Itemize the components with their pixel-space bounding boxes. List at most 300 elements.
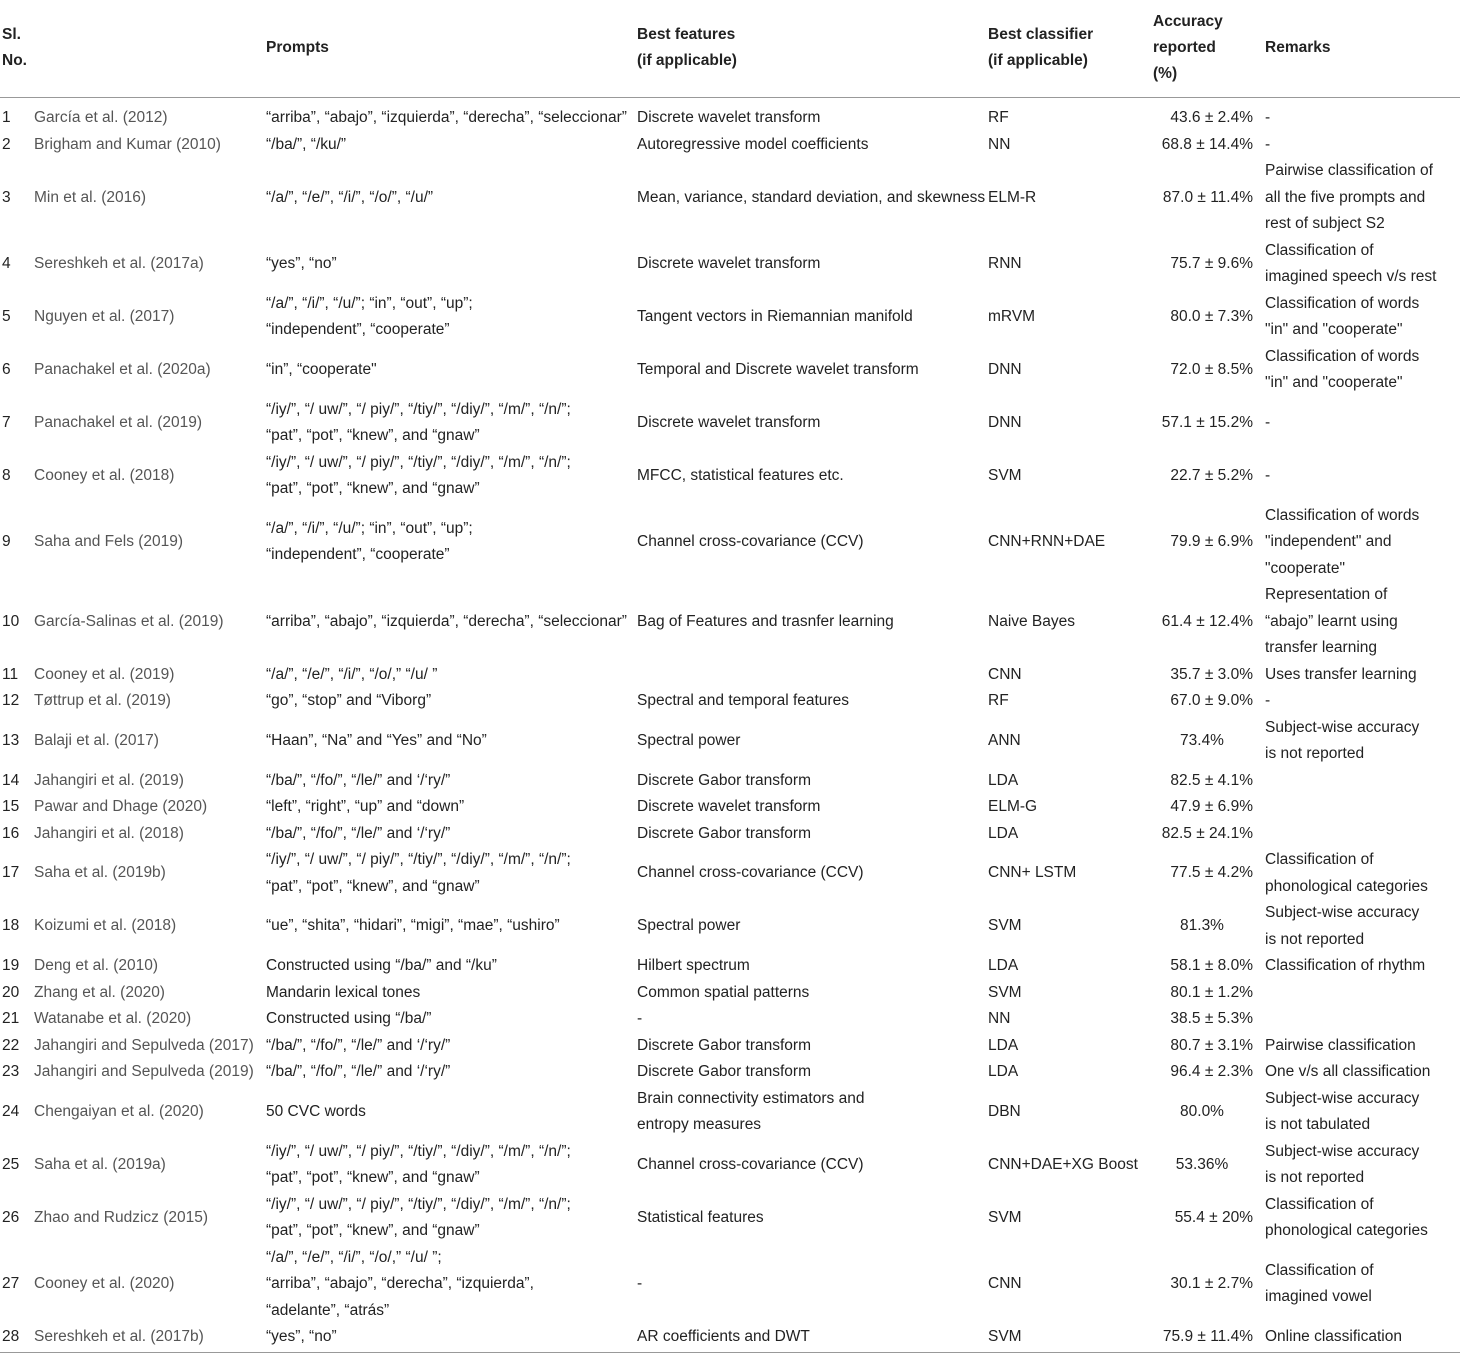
prompts-cell xyxy=(264,900,635,953)
features-cell-line: Discrete Gabor transform xyxy=(637,771,811,789)
header-ref xyxy=(32,0,264,97)
classifier-cell: SVM xyxy=(988,917,1022,935)
prompts-cell xyxy=(264,503,635,583)
row-number: 20 xyxy=(2,983,20,1001)
reference-cell: García-Salinas et al. (2019) xyxy=(34,612,224,630)
prompts-cell xyxy=(264,1059,635,1086)
reference-cell: Jahangiri et al. (2019) xyxy=(34,771,184,789)
table-row xyxy=(0,768,1460,795)
table-row xyxy=(0,662,1460,689)
prompts-cell-line: “left”, “right”, “up” and “down” xyxy=(266,798,465,815)
prompts-cell xyxy=(264,1139,635,1192)
row-number: 1 xyxy=(2,109,11,126)
row-number: 13 xyxy=(2,731,20,749)
table-row xyxy=(0,794,1460,821)
remarks-cell-line: Classification of words xyxy=(1265,347,1420,365)
table-row xyxy=(0,1033,1460,1060)
table-row xyxy=(0,821,1460,848)
reference-cell: Watanabe et al. (2020) xyxy=(34,1010,192,1027)
prompts-cell-line: Mandarin lexical tones xyxy=(266,983,421,1001)
features-cell xyxy=(635,794,986,821)
classifier-cell: mRVM xyxy=(988,307,1036,325)
remarks-cell xyxy=(1263,1006,1460,1033)
features-cell-line: entropy measures xyxy=(637,1116,762,1133)
prompts-cell xyxy=(264,105,635,132)
accuracy-cell: 58.1 ± 8.0% xyxy=(1170,957,1253,974)
classifier-cell: ANN xyxy=(988,731,1021,749)
remarks-cell-line: - xyxy=(1265,135,1271,153)
prompts-cell xyxy=(264,1324,635,1352)
features-cell-line: Temporal and Discrete wavelet transform xyxy=(637,360,919,378)
features-cell-line: Discrete Gabor transform xyxy=(637,1063,811,1080)
remarks-cell-line: Classification of xyxy=(1265,1261,1374,1279)
features-cell xyxy=(635,847,986,900)
remarks-cell xyxy=(1263,450,1460,503)
remarks-cell xyxy=(1263,105,1460,132)
features-cell xyxy=(635,821,986,848)
prompts-cell xyxy=(264,980,635,1007)
reference-cell: Panachakel et al. (2020a) xyxy=(34,360,211,378)
accuracy-cell: 80.1 ± 1.2% xyxy=(1170,983,1253,1001)
features-cell-line: Bag of Features and trasnfer learning xyxy=(637,612,894,630)
prompts-cell xyxy=(264,953,635,980)
accuracy-cell: 79.9 ± 6.9% xyxy=(1170,533,1253,550)
remarks-cell-line: imagined speech v/s rest xyxy=(1265,268,1437,285)
remarks-cell-line: phonological categories xyxy=(1265,1222,1428,1239)
table-row xyxy=(0,1006,1460,1033)
row-number: 11 xyxy=(2,665,19,683)
classifier-cell: SVM xyxy=(988,1208,1022,1226)
classifier-cell: SVM xyxy=(988,983,1022,1001)
prompts-cell-line: “ue”, “shita”, “hidari”, “migi”, “mae”, “ushiro” xyxy=(266,917,560,935)
prompts-cell xyxy=(264,1086,635,1139)
reference-cell: Sereshkeh et al. (2017a) xyxy=(34,254,204,272)
table-row xyxy=(0,1324,1460,1352)
accuracy-cell: 67.0 ± 9.0% xyxy=(1170,692,1253,709)
header-classifier: Best classifier (if applicable) xyxy=(986,0,1141,97)
table-spacer xyxy=(0,97,1460,105)
reference-cell: García et al. (2012) xyxy=(34,109,168,126)
remarks-cell-line: - xyxy=(1265,109,1271,126)
remarks-cell-line: transfer learning xyxy=(1265,639,1378,656)
prompts-cell-line: “/ba/”, “/fo/”, “/le/” and ‘/‘ry/” xyxy=(266,1036,451,1054)
reference-cell: Cooney et al. (2018) xyxy=(34,466,175,484)
features-cell xyxy=(635,1324,986,1352)
remarks-cell xyxy=(1263,768,1460,795)
features-cell-line: Tangent vectors in Riemannian manifold xyxy=(637,307,913,325)
features-cell xyxy=(635,105,986,132)
remarks-cell-line: all the five prompts and xyxy=(1265,188,1426,206)
remarks-cell xyxy=(1263,1059,1460,1086)
reference-cell: Jahangiri and Sepulveda (2017) xyxy=(34,1036,254,1054)
features-cell-line: Brain connectivity estimators and xyxy=(637,1089,865,1107)
classifier-cell: LDA xyxy=(988,1036,1019,1054)
features-cell-line: Discrete wavelet transform xyxy=(637,254,821,272)
prompts-cell xyxy=(264,1033,635,1060)
remarks-cell-line: rest of subject S2 xyxy=(1265,215,1385,232)
prompts-cell xyxy=(264,821,635,848)
prompts-cell-line: Constructed using “/ba/” xyxy=(266,1010,432,1027)
classifier-cell: SVM xyxy=(988,466,1022,484)
reference-cell: Cooney et al. (2019) xyxy=(34,665,175,683)
table-row xyxy=(0,158,1460,238)
accuracy-cell: 68.8 ± 14.4% xyxy=(1161,135,1253,153)
features-cell xyxy=(635,503,986,583)
prompts-cell xyxy=(264,158,635,238)
row-number: 3 xyxy=(2,188,11,206)
remarks-cell xyxy=(1263,238,1460,291)
header-row xyxy=(0,0,1460,97)
prompts-cell-line: “/a/”, “/i/”, “/u/”; “in”, “out”, “up”; xyxy=(266,294,473,312)
header-no: Sl. No. xyxy=(0,0,32,97)
row-number: 23 xyxy=(2,1063,20,1080)
accuracy-cell: 55.4 ± 20% xyxy=(1174,1208,1253,1226)
row-number: 16 xyxy=(2,824,20,842)
accuracy-cell: 53.36% xyxy=(1175,1155,1229,1173)
accuracy-cell: 22.7 ± 5.2% xyxy=(1170,466,1253,484)
accuracy-cell: 73.4% xyxy=(1180,731,1224,749)
prompts-cell xyxy=(264,344,635,397)
reference-cell: Tøttrup et al. (2019) xyxy=(34,692,171,709)
reference-cell: Saha et al. (2019b) xyxy=(34,864,166,882)
prompts-cell xyxy=(264,662,635,689)
reference-cell: Zhang et al. (2020) xyxy=(34,983,165,1001)
remarks-cell-line: phonological categories xyxy=(1265,877,1428,895)
remarks-cell xyxy=(1263,1324,1460,1352)
prompts-cell xyxy=(264,582,635,662)
table-row xyxy=(0,238,1460,291)
prompts-cell-line: “arriba”, “abajo”, “izquierda”, “derecha”, “seleccionar” xyxy=(266,612,627,630)
remarks-cell-line: Classification of xyxy=(1265,851,1374,868)
remarks-cell-line: Subject-wise accuracy xyxy=(1265,1142,1420,1160)
header-accuracy: Accuracy reported (%) xyxy=(1141,0,1263,97)
features-cell-line: Channel cross-covariance (CCV) xyxy=(637,533,864,550)
prompts-cell-line: 50 CVC words xyxy=(266,1102,366,1120)
accuracy-cell: 80.0 ± 7.3% xyxy=(1170,307,1253,325)
prompts-cell-line: “pat”, “pot”, “knew”, and “gnaw” xyxy=(266,1222,480,1239)
features-cell-line: Channel cross-covariance (CCV) xyxy=(637,864,864,882)
row-number: 28 xyxy=(0,1324,32,1352)
table-row xyxy=(0,1139,1460,1192)
accuracy-cell: 30.1 ± 2.7% xyxy=(1170,1275,1253,1292)
remarks-cell-line: "in" and "cooperate" xyxy=(1265,321,1403,338)
prompts-cell-line: “/ba/”, “/fo/”, “/le/” and ‘/‘ry/” xyxy=(266,1063,451,1080)
prompts-cell-line: “Haan”, “Na” and “Yes” and “No” xyxy=(266,731,487,749)
prompts-cell-line: “pat”, “pot”, “knew”, and “gnaw” xyxy=(266,877,480,895)
table-row xyxy=(0,900,1460,953)
classifier-cell: RNN xyxy=(988,254,1022,272)
remarks-cell xyxy=(1263,953,1460,980)
features-cell xyxy=(635,132,986,159)
classifier-cell: CNN+ LSTM xyxy=(988,864,1077,882)
accuracy-cell: 96.4 ± 2.3% xyxy=(1170,1063,1253,1080)
classifier-cell: CNN+RNN+DAE xyxy=(988,533,1106,550)
prompts-cell xyxy=(264,238,635,291)
classifier-cell: DNN xyxy=(988,360,1022,378)
prompts-cell-line: “/iy/”, “/ uw/”, “/ piy/”, “/tiy/”, “/diy/”, “/m/”, “/n/”; xyxy=(266,453,571,471)
reference-cell: Jahangiri and Sepulveda (2019) xyxy=(34,1063,254,1080)
row-number: 17 xyxy=(2,864,20,882)
remarks-cell-line: is not reported xyxy=(1265,745,1365,762)
reference-cell: Saha and Fels (2019) xyxy=(34,533,184,550)
features-cell-line: Statistical features xyxy=(637,1208,764,1226)
row-number: 18 xyxy=(2,917,20,935)
row-number: 21 xyxy=(2,1010,20,1027)
prompts-cell-line: “adelante”, “atrás” xyxy=(266,1301,390,1319)
prompts-cell xyxy=(264,291,635,344)
accuracy-cell: 82.5 ± 4.1% xyxy=(1170,771,1253,789)
table-row xyxy=(0,291,1460,344)
features-cell xyxy=(635,450,986,503)
features-cell-line: Discrete wavelet transform xyxy=(637,798,821,815)
remarks-cell-line: - xyxy=(1265,692,1271,709)
features-cell-line: Spectral power xyxy=(637,731,741,749)
table-body xyxy=(0,97,1460,1352)
classifier-cell: NN xyxy=(988,1010,1011,1027)
reference-cell: Balaji et al. (2017) xyxy=(34,731,159,749)
remarks-cell xyxy=(1263,821,1460,848)
reference-cell: Panachakel et al. (2019) xyxy=(34,413,203,431)
prompts-cell-line: “/ba/”, “/fo/”, “/le/” and ‘/‘ry/” xyxy=(266,771,451,789)
prompts-cell xyxy=(264,715,635,768)
prompts-cell-line: “pat”, “pot”, “knew”, and “gnaw” xyxy=(266,1169,480,1186)
accuracy-cell: 80.0% xyxy=(1180,1102,1224,1120)
prompts-cell xyxy=(264,1192,635,1245)
prompts-cell-line: “/a/”, “/i/”, “/u/”; “in”, “out”, “up”; xyxy=(266,519,473,537)
remarks-cell-line: "in" and "cooperate" xyxy=(1265,374,1403,391)
reference-cell: Deng et al. (2010) xyxy=(34,957,159,974)
features-cell-line: Autoregressive model coefficients xyxy=(637,135,869,153)
prompts-cell-line: “go”, “stop” and “Viborg” xyxy=(266,692,432,709)
features-cell-line: Mean, variance, standard deviation, and skewness xyxy=(637,188,986,206)
classifier-cell: DBN xyxy=(988,1102,1021,1120)
row-number: 14 xyxy=(2,771,20,789)
row-number: 27 xyxy=(2,1275,20,1292)
row-number: 6 xyxy=(2,360,11,378)
remarks-cell xyxy=(1263,1033,1460,1060)
reference-cell: Brigham and Kumar (2010) xyxy=(34,135,221,153)
prompts-cell-line: “/iy/”, “/ uw/”, “/ piy/”, “/tiy/”, “/diy/”, “/m/”, “/n/”; xyxy=(266,1142,571,1160)
remarks-cell-line: Online classification xyxy=(1265,1328,1402,1345)
accuracy-cell: 75.9 ± 11.4% xyxy=(1141,1324,1263,1352)
features-cell xyxy=(635,953,986,980)
features-cell-line: Discrete Gabor transform xyxy=(637,1036,811,1054)
classifier-cell: NN xyxy=(988,135,1011,153)
remarks-cell xyxy=(1263,397,1460,450)
features-cell xyxy=(635,582,986,662)
prompts-cell xyxy=(264,1006,635,1033)
prompts-cell-line: “pat”, “pot”, “knew”, and “gnaw” xyxy=(266,480,480,497)
reference-cell: Min et al. (2016) xyxy=(34,188,146,206)
prompts-cell-line: “arriba”, “abajo”, “izquierda”, “derecha”, “seleccionar” xyxy=(266,109,627,126)
reference-cell: Nguyen et al. (2017) xyxy=(34,307,175,325)
row-number: 5 xyxy=(2,307,11,325)
prompts-cell xyxy=(264,450,635,503)
features-cell-line: AR coefficients and DWT xyxy=(637,1328,810,1345)
row-number: 15 xyxy=(2,798,20,815)
remarks-cell-line: “abajo” learnt using xyxy=(1265,612,1398,630)
remarks-cell-line: is not reported xyxy=(1265,930,1365,948)
remarks-cell-line: imagined vowel xyxy=(1265,1288,1372,1306)
remarks-cell xyxy=(1263,900,1460,953)
header-remarks: Remarks xyxy=(1263,0,1460,97)
classifier-cell: ELM-G xyxy=(988,798,1038,815)
remarks-cell-line: "independent" and xyxy=(1265,533,1392,550)
accuracy-cell: 43.6 ± 2.4% xyxy=(1170,109,1253,126)
accuracy-cell: 87.0 ± 11.4% xyxy=(1162,188,1253,206)
features-cell xyxy=(635,1059,986,1086)
accuracy-cell: 38.5 ± 5.3% xyxy=(1170,1010,1253,1027)
remarks-cell xyxy=(1263,291,1460,344)
prompts-cell xyxy=(264,688,635,715)
row-number: 2 xyxy=(2,135,11,153)
remarks-cell xyxy=(1263,1245,1460,1325)
remarks-cell-line: is not reported xyxy=(1265,1169,1365,1186)
features-cell xyxy=(635,980,986,1007)
features-cell-line: - xyxy=(637,1010,643,1027)
accuracy-cell: 82.5 ± 24.1% xyxy=(1161,824,1253,842)
prompts-cell xyxy=(264,847,635,900)
table-row xyxy=(0,132,1460,159)
reference-cell: Cooney et al. (2020) xyxy=(34,1275,175,1292)
remarks-cell-line: One v/s all classification xyxy=(1265,1063,1431,1080)
features-cell xyxy=(635,397,986,450)
remarks-cell xyxy=(1263,794,1460,821)
classifier-cell: LDA xyxy=(988,957,1019,974)
prompts-cell-line: “pat”, “pot”, “knew”, and “gnaw” xyxy=(266,427,480,444)
row-number: 25 xyxy=(2,1155,20,1173)
prompts-cell-line: “yes”, “no” xyxy=(266,1328,337,1345)
table-row xyxy=(0,953,1460,980)
classifier-cell: LDA xyxy=(988,771,1019,789)
remarks-cell xyxy=(1263,503,1460,583)
features-cell-line: Discrete Gabor transform xyxy=(637,824,811,842)
table-row xyxy=(0,450,1460,503)
prompts-cell-line: “/ba/”, “/ku/” xyxy=(266,135,347,153)
row-number: 26 xyxy=(2,1208,20,1226)
reference-cell: Jahangiri et al. (2018) xyxy=(34,824,184,842)
features-cell xyxy=(635,1033,986,1060)
prompts-cell-line: “/a/”, “/e/”, “/i/”, “/o/,” “/u/ ”; xyxy=(266,1248,442,1266)
remarks-cell-line: Classification of rhythm xyxy=(1265,957,1426,974)
features-cell-line: Spectral power xyxy=(637,917,741,935)
accuracy-cell: 61.4 ± 12.4% xyxy=(1161,612,1253,630)
prompts-cell xyxy=(264,768,635,795)
classifier-cell: CNN xyxy=(988,665,1022,683)
accuracy-cell: 81.3% xyxy=(1180,917,1224,935)
classifier-cell: Naive Bayes xyxy=(988,612,1076,630)
table-row xyxy=(0,1086,1460,1139)
remarks-cell xyxy=(1263,662,1460,689)
classifier-cell: LDA xyxy=(988,824,1019,842)
remarks-cell-line: Subject-wise accuracy xyxy=(1265,1089,1420,1107)
remarks-cell-line: - xyxy=(1265,413,1271,431)
features-cell-line: Spectral and temporal features xyxy=(637,692,849,709)
table-row xyxy=(0,397,1460,450)
features-cell xyxy=(635,1192,986,1245)
accuracy-cell: 57.1 ± 15.2% xyxy=(1161,413,1253,431)
remarks-cell xyxy=(1263,132,1460,159)
classifier-cell: DNN xyxy=(988,413,1022,431)
prompts-cell-line: “/iy/”, “/ uw/”, “/ piy/”, “/tiy/”, “/diy/”, “/m/”, “/n/”; xyxy=(266,1195,571,1213)
prompts-cell-line: “in”, “cooperate" xyxy=(266,360,377,378)
classifier-cell: RF xyxy=(988,109,1009,126)
prompts-cell-line: “independent”, “cooperate” xyxy=(266,321,450,338)
table-row xyxy=(0,847,1460,900)
remarks-cell xyxy=(1263,980,1460,1007)
classifier-cell: RF xyxy=(988,692,1009,709)
prompts-cell-line: “/ba/”, “/fo/”, “/le/” and ‘/‘ry/” xyxy=(266,824,451,842)
row-number: 12 xyxy=(2,692,20,709)
accuracy-cell: 80.7 ± 3.1% xyxy=(1170,1036,1253,1054)
features-cell-line: MFCC, statistical features etc. xyxy=(637,466,844,484)
classifier-cell: CNN xyxy=(988,1275,1022,1292)
prompts-cell-line: “arriba”, “abajo”, “derecha”, “izquierda”, xyxy=(266,1275,534,1292)
features-cell-line: Common spatial patterns xyxy=(637,983,810,1001)
classifier-cell: SVM xyxy=(986,1324,1141,1352)
prompts-cell-line: Constructed using “/ba/” and “/ku” xyxy=(266,957,497,974)
features-cell xyxy=(635,715,986,768)
remarks-cell-line: "cooperate" xyxy=(1265,559,1345,577)
features-cell-line: Channel cross-covariance (CCV) xyxy=(637,1155,864,1173)
features-cell xyxy=(635,768,986,795)
prompts-cell-line: “independent”, “cooperate” xyxy=(266,546,450,564)
row-number: 8 xyxy=(2,466,11,484)
reference-cell: Zhao and Rudzicz (2015) xyxy=(34,1208,209,1226)
reference-cell: Pawar and Dhage (2020) xyxy=(34,798,208,815)
accuracy-cell: 35.7 ± 3.0% xyxy=(1170,665,1253,683)
remarks-cell-line: Representation of xyxy=(1265,586,1388,603)
features-cell xyxy=(635,1086,986,1139)
remarks-cell-line: Classification of words xyxy=(1265,294,1420,312)
table-row xyxy=(0,105,1460,132)
header-prompts: Prompts xyxy=(264,0,635,97)
remarks-cell-line: Pairwise classification xyxy=(1265,1036,1416,1054)
table-row xyxy=(0,1059,1460,1086)
table-row xyxy=(0,582,1460,662)
classifier-cell: ELM-R xyxy=(988,188,1037,206)
row-number: 22 xyxy=(2,1036,20,1054)
remarks-cell-line: is not tabulated xyxy=(1265,1116,1371,1133)
prompts-cell xyxy=(264,1245,635,1325)
table-row xyxy=(0,344,1460,397)
prompts-cell xyxy=(264,132,635,159)
features-cell xyxy=(635,1139,986,1192)
remarks-cell xyxy=(1263,344,1460,397)
remarks-cell xyxy=(1263,847,1460,900)
prompts-cell-line: “/iy/”, “/ uw/”, “/ piy/”, “/tiy/”, “/diy/”, “/m/”, “/n/”; xyxy=(266,851,571,868)
features-cell-line: Discrete wavelet transform xyxy=(637,413,821,431)
row-number: 4 xyxy=(2,254,11,272)
table-row xyxy=(0,1192,1460,1245)
features-cell xyxy=(635,900,986,953)
features-cell xyxy=(635,688,986,715)
features-cell xyxy=(635,1245,986,1325)
remarks-cell xyxy=(1263,1086,1460,1139)
reference-cell: Saha et al. (2019a) xyxy=(34,1155,166,1173)
table-row xyxy=(0,688,1460,715)
classifier-cell: CNN+DAE+XG Boost xyxy=(988,1155,1138,1173)
prompts-cell-line: “/iy/”, “/ uw/”, “/ piy/”, “/tiy/”, “/diy/”, “/m/”, “/n/”; xyxy=(266,400,571,418)
remarks-cell-line: Pairwise classification of xyxy=(1265,162,1433,179)
remarks-cell xyxy=(1263,158,1460,238)
features-cell xyxy=(635,158,986,238)
accuracy-cell: 47.9 ± 6.9% xyxy=(1170,798,1253,815)
prompts-cell-line: “/a/”, “/e/”, “/i/”, “/o/,” “/u/ ” xyxy=(266,665,438,683)
prompts-cell xyxy=(264,397,635,450)
features-cell xyxy=(635,1006,986,1033)
table-row xyxy=(0,980,1460,1007)
